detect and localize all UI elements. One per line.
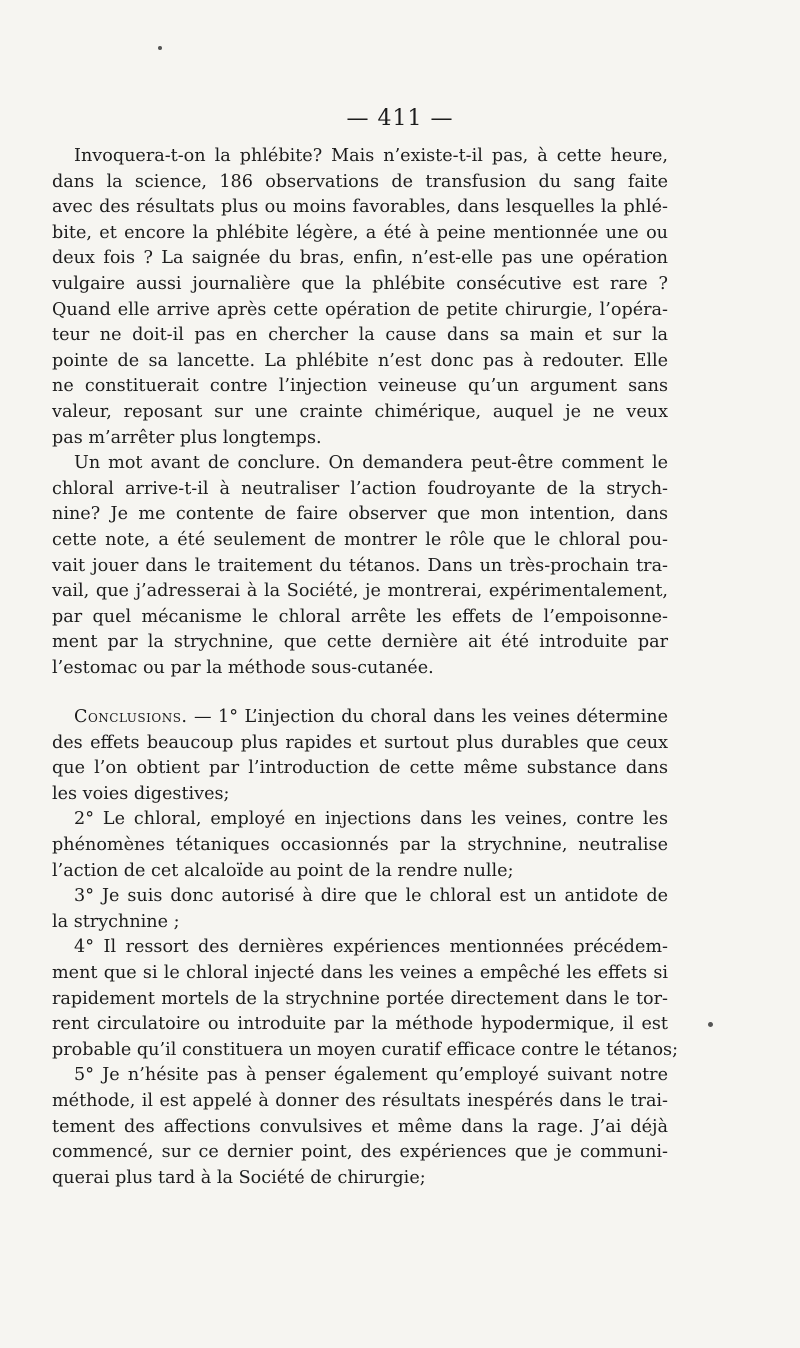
text-line: 3° Je suis donc autorisé à dire que le chloral est un antidote de xyxy=(74,886,668,907)
text-line: vulgaire aussi journalière que la phlébite consécutive est rare ? xyxy=(52,273,668,294)
text-line: rapidement mortels de la strychnine portée directement dans le tor- xyxy=(52,988,668,1009)
text-line: vait jouer dans le traitement du tétanos. Dans un très-prochain tra- xyxy=(52,555,668,576)
paper-speck xyxy=(708,1022,713,1027)
text-line: tement des affections convulsives et même dans la rage. J’ai déjà xyxy=(52,1116,668,1137)
text-line: les voies digestives; xyxy=(52,783,230,804)
paper-speck xyxy=(158,46,162,50)
text-line: cette note, a été seulement de montrer le rôle que le chloral pou- xyxy=(52,529,668,550)
text-line: valeur, reposant sur une crainte chimérique, auquel je ne veux xyxy=(52,401,668,422)
text-line: la strychnine ; xyxy=(52,911,180,932)
text-line: phénomènes tétaniques occasionnés par la strychnine, neutralise xyxy=(52,834,668,855)
text-line: Un mot avant de conclure. On demandera peut-être comment le xyxy=(74,453,668,474)
text-line: Quand elle arrive après cette opération de petite chirurgie, l’opéra- xyxy=(52,299,668,320)
conclusion-4 xyxy=(52,935,678,1063)
text-line: nine? Je me contente de faire observer que mon intention, dans xyxy=(52,504,668,525)
text-line: ne constituerait contre l’injection veineuse qu’un argument sans xyxy=(52,376,668,397)
text-line: vail, que j’adresserai à la Société, je montrerai, expérimentalement, xyxy=(52,581,668,602)
conclusions-section xyxy=(52,705,678,1191)
text-line: méthode, il est appelé à donner des résultats inespérés dans le trai- xyxy=(52,1090,668,1111)
conclusion-3 xyxy=(52,884,668,935)
text-line: probable qu’il constituera un moyen curatif efficace contre le tétanos; xyxy=(52,1039,678,1060)
text-line xyxy=(52,705,668,731)
conclusion-1-opening: — 1° L’injection du choral dans les veines détermine xyxy=(187,707,668,727)
text-line: chloral arrive-t-il à neutraliser l’action foudroyante de la strych- xyxy=(52,478,668,499)
page-number: — 411 — xyxy=(346,106,454,131)
conclusion-1 xyxy=(52,705,668,807)
text-line: ment par la strychnine, que cette dernière ait été introduite par xyxy=(52,632,668,653)
text-line: ment que si le chloral injecté dans les veines a empêché les effets si xyxy=(52,962,668,983)
text-line: par quel mécanisme le chloral arrête les effets de l’empoisonne- xyxy=(52,606,668,627)
text-line: teur ne doit-il pas en chercher la cause dans sa main et sur la xyxy=(52,325,668,346)
text-line: l’action de cet alcaloïde au point de la rendre nulle; xyxy=(52,860,514,881)
main-text-top xyxy=(52,144,668,681)
paragraph-phlebite xyxy=(52,144,668,451)
text-line: pointe de sa lancette. La phlébite n’est donc pas à redouter. Elle xyxy=(52,350,668,371)
text-line: Invoquera-t-on la phlébite? Mais n’existe-t-il pas, à cette heure, xyxy=(74,146,668,166)
text-line: l’estomac ou par la méthode sous-cutanée. xyxy=(52,657,434,678)
text-line: 4° Il ressort des dernières expériences mentionnées précédem- xyxy=(74,937,668,958)
text-line: des effets beaucoup plus rapides et surtout plus durables que ceux xyxy=(52,732,668,753)
text-line: pas m’arrêter plus longtemps. xyxy=(52,427,322,448)
text-line: querai plus tard à la Société de chirurgie; xyxy=(52,1167,426,1188)
conclusion-5 xyxy=(52,1063,668,1191)
conclusion-1-body xyxy=(52,731,668,808)
text-line: que l’on obtient par l’introduction de cette même substance dans xyxy=(52,758,668,779)
text-line: 5° Je n’hésite pas à penser également qu’employé suivant notre xyxy=(74,1065,668,1086)
conclusions-heading: Conclusions. xyxy=(74,707,188,727)
text-line: rent circulatoire ou introduite par la méthode hypodermique, il est xyxy=(52,1014,668,1035)
text-line: bite, et encore la phlébite légère, a été à peine mentionnée une ou xyxy=(52,222,668,243)
paragraph-conclure xyxy=(52,451,668,681)
conclusion-2 xyxy=(52,807,668,884)
text-line: avec des résultats plus ou moins favorables, dans lesquelles la phlé- xyxy=(52,197,668,218)
text-line: dans la science, 186 observations de transfusion du sang faite xyxy=(52,171,668,192)
text-line: 2° Le chloral, employé en injections dans les veines, contre les xyxy=(74,809,668,830)
text-line: commencé, sur ce dernier point, des expériences que je communi- xyxy=(52,1142,668,1163)
text-line: deux fois ? La saignée du bras, enfin, n’est-elle pas une opération xyxy=(52,248,668,269)
